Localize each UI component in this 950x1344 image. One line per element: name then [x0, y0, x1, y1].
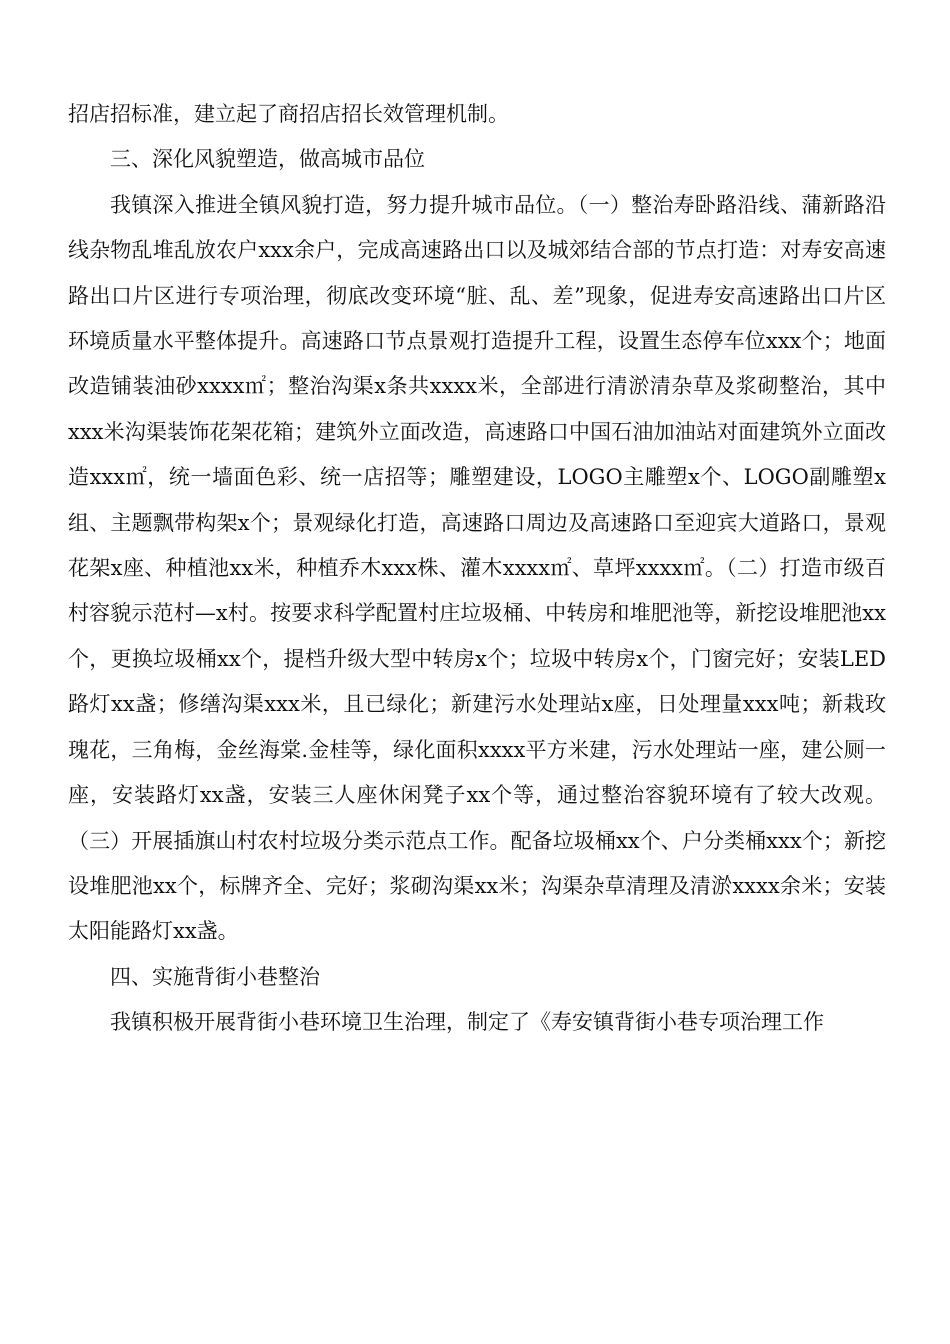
paragraph-body-section-4: 我镇积极开展背街小巷环境卫生治理，制定了《寿安镇背街小巷专项治理工作 [110, 1010, 824, 1035]
section-heading-4: 四、实施背街小巷整治 [110, 964, 320, 989]
section-heading-3: 三、深化风貌塑造，做高城市品位 [110, 147, 425, 172]
paragraph-continuation: 招店招标准，建立起了商招店招长效管理机制。 [68, 102, 509, 126]
document-page [68, 92, 886, 1046]
paragraph-body-section-3: 我镇深入推进全镇风貌打造，努力提升城市品位。（一）整治寿卧路沿线、蒲新路沿线杂物乱堆乱放农户xxx余户，完成高速路出口以及城郊结合部的节点打造：对寿安高速路出口片区进行专项治理，彻底改变环境“脏、乱、差”现象，促进寿安高速路出口片区环境质量水平整体提升。高速路口节点景观打造提升工程，设置生态停车位xxx个；地面改造铺装油砂xxxx㎡；整治沟渠x条共xxxx米，全部进行清淤清杂草及浆砌整治，其中xxx米沟渠装饰花架花箱；建筑外立面改造，高速路口中国石油加油站对面建筑外立面改造xxx㎡，统一墙面色彩、统一店招等；雕塑建设，LOGO主雕塑x个、LOGO副雕塑x组、主题飘带构架x个；景观绿化打造，高速路口周边及高速路口至迎宾大道路口，景观花架x座、种植池xx米，种植乔木xxx株、灌木xxxx㎡、草坪xxxx㎡。（二）打造市级百村容貌示范村—x村。按要求科学配置村庄垃圾桶、中转房和堆肥池等，新挖设堆肥池xx个，更换垃圾桶xx个，提档升级大型中转房x个；垃圾中转房x个，门窗完好；安装LED路灯xx盏；修缮沟渠xxx米，且已绿化；新建污水处理站x座，日处理量xxx吨；新栽玫瑰花，三角梅，金丝海棠.金桂等，绿化面积xxxx平方米建，污水处理站一座，建公厕一座，安装路灯xx盏，安装三人座休闲凳子xx个等，通过整治容貌环境有了较大改观。（三）开展插旗山村农村垃圾分类示范点工作。配备垃圾桶xx个、户分类桶xxx个；新挖设堆肥池xx个，标牌齐全、完好；浆砌沟渠xx米；沟渠杂草清理及清淤xxxx余米；安装太阳能路灯xx盏。 [68, 192, 886, 944]
